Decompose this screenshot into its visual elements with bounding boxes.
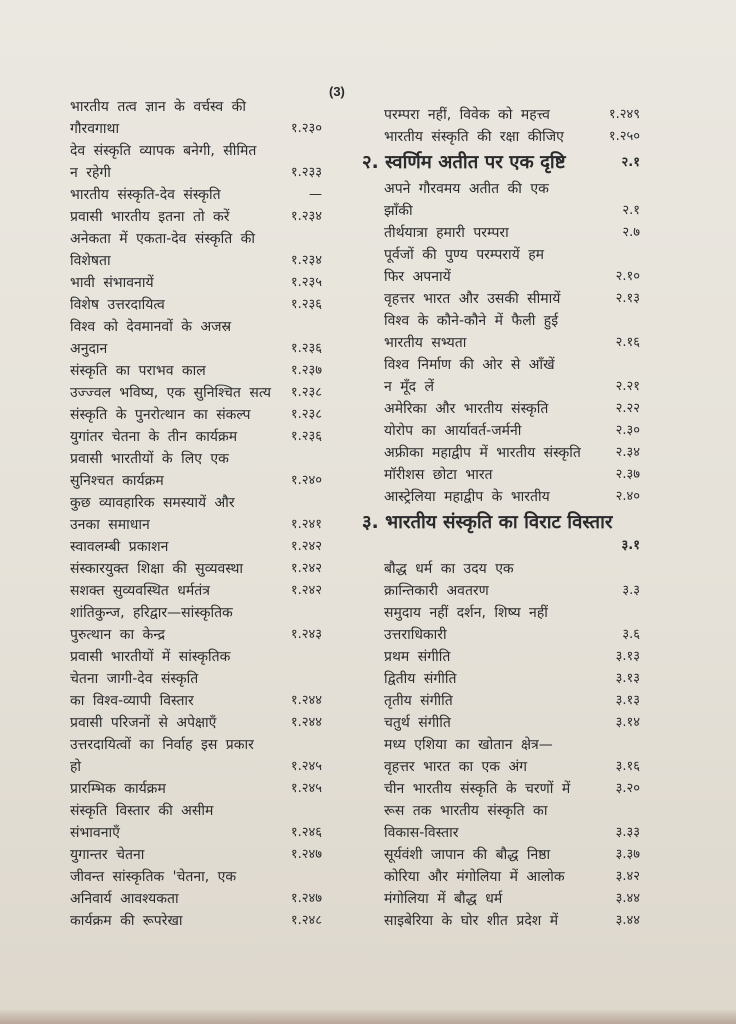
toc-entry <box>70 734 322 778</box>
entry-title: प्रवासी परिजनों से अपेक्षाएँ <box>70 715 217 731</box>
entry-page: १.२३६ <box>290 429 322 444</box>
entry-title: मॉरीशस छोटा भारत <box>384 467 493 483</box>
entry-title: बौद्ध धर्म का उदय एक क्रान्तिकारी अवतरण <box>384 561 514 599</box>
entry-title: प्रवासी भारतीयों के लिए एक सुनिश्चत कार्यक्रम <box>70 451 229 489</box>
toc-entry <box>70 272 322 294</box>
entry-title: उज्ज्वल भविष्य, एक सुनिश्चित सत्य <box>70 385 272 401</box>
entry-page: १.२४८ <box>290 913 322 928</box>
toc-entry <box>384 712 640 734</box>
entry-page: १.२३७ <box>290 363 322 378</box>
entry-page: ३.३३ <box>615 825 640 840</box>
entry-page: २.४० <box>615 489 640 504</box>
entry-page: ३.१४ <box>615 715 640 730</box>
toc-entry <box>70 294 322 316</box>
toc-entry <box>384 126 640 148</box>
entry-page: १.२४२ <box>290 561 322 576</box>
toc-entry <box>384 778 640 800</box>
entry-page: १.२४९ <box>608 107 640 122</box>
entry-title: आस्ट्रेलिया महाद्वीप के भारतीय <box>384 489 550 505</box>
toc-entry <box>70 96 322 140</box>
toc-entry <box>70 382 322 404</box>
entry-page: ३.१३ <box>615 693 640 708</box>
entry-title: अफ्रीका महाद्वीप में भारतीय संस्कृति <box>384 445 581 461</box>
entry-page: — <box>309 187 322 202</box>
page-edge <box>0 1010 736 1024</box>
entry-page: ३.३७ <box>615 847 640 862</box>
entry-title: योरोप का आर्यावर्त-जर्मनी <box>384 423 522 439</box>
toc-entry <box>70 536 322 558</box>
toc-entry <box>384 222 640 244</box>
toc-entry <box>70 800 322 844</box>
toc-entry <box>70 360 322 382</box>
toc-entry <box>70 426 322 448</box>
entry-title: परम्परा नहीं, विवेक को महत्त्व <box>384 107 550 123</box>
toc-entry <box>384 398 640 420</box>
entry-page: १.२४३ <box>290 627 322 642</box>
entry-page: १.२४४ <box>290 715 322 730</box>
toc-entry <box>70 580 322 602</box>
toc-entry <box>384 464 640 486</box>
toc-entry <box>70 844 322 866</box>
entry-title: विश्व के कौने-कौने में फैली हुई भारतीय सभ्यता <box>384 313 559 351</box>
entry-title: वृहत्तर भारत और उसकी सीमायें <box>384 291 561 307</box>
entry-title: प्रवासी भारतीयों में सांस्कृतिक चेतना जागी-देव संस्कृति का विश्व-व्यापी विस्तार <box>70 649 231 709</box>
toc-entry <box>384 558 640 602</box>
chapter-title: ३. भारतीय संस्कृति का विराट विस्तार <box>362 512 613 533</box>
entry-title: संस्कृति विस्तार की असीम संभावनाएँ <box>70 803 214 841</box>
entry-page: २.२१ <box>615 379 640 394</box>
toc-entry <box>70 712 322 734</box>
toc-entry <box>384 602 640 646</box>
toc-entry <box>384 104 640 126</box>
entry-title: विश्व को देवमानवों के अजस्र अनुदान <box>70 319 232 357</box>
toc-entry <box>70 140 322 184</box>
entry-title: सूर्यवंशी जापान की बौद्ध निष्ठा <box>384 847 551 863</box>
entry-title: युगान्तर चेतना <box>70 847 145 863</box>
entry-title: प्रारम्भिक कार्यक्रम <box>70 781 166 797</box>
toc-entry <box>384 310 640 354</box>
entry-page: १.२३६ <box>290 341 322 356</box>
toc-entry <box>384 844 640 866</box>
chapter-page: ३.१ <box>621 538 640 553</box>
entry-title: भारतीय संस्कृति की रक्षा कीजिए <box>384 129 564 145</box>
entry-title: मंगोलिया में बौद्ध धर्म <box>384 891 503 907</box>
toc-entry <box>384 486 640 508</box>
entry-page: २.७ <box>622 225 640 240</box>
entry-page: १.२३६ <box>290 297 322 312</box>
toc-entry <box>70 558 322 580</box>
entry-page: ३.१३ <box>615 649 640 664</box>
entry-title: सशक्त सुव्यवस्थित धर्मतंत्र <box>70 583 210 599</box>
entry-page: ३.२० <box>615 781 640 796</box>
chapter-2-heading <box>362 150 640 176</box>
toc-entry <box>384 910 640 932</box>
entry-page: २.१० <box>615 269 640 284</box>
entry-page: २.१६ <box>615 335 640 350</box>
entry-title: रूस तक भारतीय संस्कृति का विकास-विस्तार <box>384 803 548 841</box>
entry-page: ३.४४ <box>615 913 640 928</box>
toc-entry <box>70 910 322 932</box>
toc-entry <box>384 888 640 910</box>
entry-page: १.२४६ <box>290 825 322 840</box>
entry-title: युगांतर चेतना के तीन कार्यक्रम <box>70 429 238 445</box>
toc-entry <box>384 646 640 668</box>
entry-page: २.१३ <box>615 291 640 306</box>
toc-entry <box>70 646 322 712</box>
entry-title: जीवन्त सांस्कृतिक 'चेतना, एक अनिवार्य आवश्यकता <box>70 869 237 907</box>
toc-entry <box>70 492 322 536</box>
toc-entry <box>384 668 640 690</box>
toc-entry <box>384 354 640 398</box>
entry-title: समुदाय नहीं दर्शन, शिष्य नहीं उत्तराधिकारी <box>384 605 548 643</box>
entry-page: १.२४२ <box>290 583 322 598</box>
page-number: (3) <box>329 84 345 99</box>
entry-page: १.२४७ <box>290 891 322 906</box>
entry-page: ३.४२ <box>615 869 640 884</box>
entry-page: १.२३५ <box>290 275 322 290</box>
entry-title: मध्य एशिया का खोतान क्षेत्र— वृहत्तर भारत का एक अंग <box>384 737 553 775</box>
entry-page: १.२३४ <box>290 209 322 224</box>
toc-entry <box>70 316 322 360</box>
entry-title: चतुर्थ संगीति <box>384 715 451 731</box>
toc-left-column <box>70 96 322 932</box>
toc-entry <box>70 184 322 206</box>
entry-page: १.२४५ <box>290 781 322 796</box>
entry-page: १.२४० <box>290 473 322 488</box>
entry-page: ३.१३ <box>615 671 640 686</box>
entry-page: १.२४४ <box>290 693 322 708</box>
toc-entry <box>384 442 640 464</box>
entry-page: २.३० <box>615 423 640 438</box>
toc-entry <box>70 228 322 272</box>
entry-title: संस्कृति के पुनरोत्थान का संकल्प <box>70 407 251 423</box>
toc-entry <box>70 448 322 492</box>
entry-title: स्वावलम्बी प्रकाशन <box>70 539 169 555</box>
toc-entry <box>70 602 322 646</box>
entry-page: २.२२ <box>615 401 640 416</box>
toc-entry <box>384 734 640 778</box>
entry-title: अमेरिका और भारतीय संस्कृति <box>384 401 549 417</box>
entry-title: तृतीय संगीति <box>384 693 453 709</box>
entry-title: संस्कारयुक्त शिक्षा की सुव्यवस्था <box>70 561 244 577</box>
entry-page: १.२३८ <box>290 407 322 422</box>
toc-entry <box>384 800 640 844</box>
entry-title: प्रथम संगीति <box>384 649 451 665</box>
entry-title: कोरिया और मंगोलिया में आलोक <box>384 869 565 885</box>
entry-title: संस्कृति का पराभव काल <box>70 363 206 379</box>
entry-page: ३.४४ <box>615 891 640 906</box>
entry-page: १.२५० <box>608 129 640 144</box>
entry-title: विशेष उत्तरदायित्व <box>70 297 165 313</box>
entry-page: १.२३४ <box>290 253 322 268</box>
entry-page: १.२३८ <box>290 385 322 400</box>
chapter-title: २. स्वर्णिम अतीत पर एक दृष्टि <box>362 152 566 173</box>
entry-page: २.३७ <box>615 467 640 482</box>
toc-right-column <box>362 104 640 932</box>
toc-entry <box>384 866 640 888</box>
toc-entry <box>70 404 322 426</box>
entry-page: १.२३० <box>290 121 322 136</box>
toc-entry <box>384 690 640 712</box>
entry-title: उत्तरदायित्वों का निर्वाह इस प्रकार हो <box>70 737 254 775</box>
entry-title: पूर्वजों की पुण्य परम्परायें हम फिर अपनायें <box>384 247 545 285</box>
toc-entry <box>70 206 322 228</box>
entry-title: शांतिकुन्ज, हरिद्वार—सांस्कृतिक पुरुत्थान का केन्द्र <box>70 605 233 643</box>
entry-title: अपने गौरवमय अतीत की एक झाँकी <box>384 181 549 219</box>
entry-page: २.३४ <box>615 445 640 460</box>
entry-title: भारतीय तत्व ज्ञान के वर्चस्व की गौरवगाथा <box>70 99 247 137</box>
entry-title: भारतीय संस्कृति-देव संस्कृति <box>70 187 221 203</box>
entry-title: कुछ व्यावहारिक समस्यायें और उनका समाधान <box>70 495 235 533</box>
entry-title: द्वितीय संगीति <box>384 671 457 687</box>
chapter-3-heading <box>362 510 640 556</box>
entry-title: चीन भारतीय संस्कृति के चरणों में <box>384 781 571 797</box>
toc-entry <box>70 778 322 800</box>
entry-title: प्रवासी भारतीय इतना तो करें <box>70 209 230 225</box>
toc-entry <box>70 866 322 910</box>
entry-title: तीर्थयात्रा हमारी परम्परा <box>384 225 509 241</box>
entry-page: ३.६ <box>622 627 640 642</box>
toc-entry <box>384 244 640 288</box>
toc-entry <box>384 420 640 442</box>
entry-page: १.२४५ <box>290 759 322 774</box>
entry-page: १.२४१ <box>290 517 322 532</box>
entry-title: देव संस्कृति व्यापक बनेगी, सीमित न रहेगी <box>70 143 257 181</box>
entry-page: ३.१६ <box>615 759 640 774</box>
entry-page: १.२४७ <box>290 847 322 862</box>
entry-page: १.२३३ <box>290 165 322 180</box>
entry-title: साइबेरिया के घोर शीत प्रदेश में <box>384 913 559 929</box>
entry-title: विश्व निर्माण की ओर से आँखें न मूँद लें <box>384 357 555 395</box>
entry-page: ३.३ <box>622 583 640 598</box>
entry-title: कार्यक्रम की रूपरेखा <box>70 913 183 929</box>
toc-entry <box>384 288 640 310</box>
entry-title: भावी संभावनायें <box>70 275 154 291</box>
entry-title: अनेकता में एकता-देव संस्कृति की विशेषता <box>70 231 256 269</box>
toc-entry <box>384 178 640 222</box>
chapter-page: २.१ <box>621 155 640 170</box>
entry-page: १.२४२ <box>290 539 322 554</box>
entry-page: २.१ <box>622 203 640 218</box>
